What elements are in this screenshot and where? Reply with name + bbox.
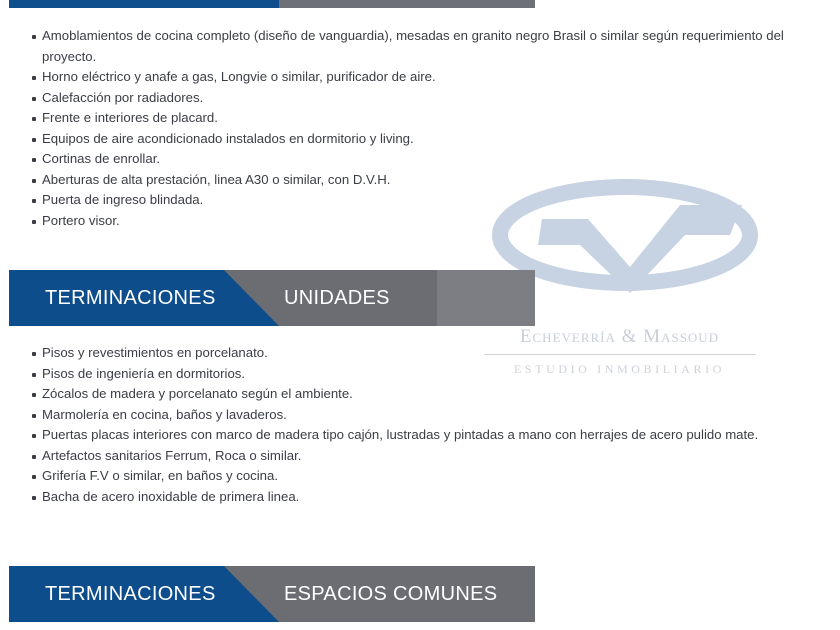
banner-right-end — [437, 270, 535, 326]
list-item: Portero visor. — [30, 211, 820, 232]
list-item: Grifería F.V o similar, en baños y cocina. — [30, 466, 790, 487]
list-item: Pisos de ingeniería en dormitorios. — [30, 364, 790, 385]
list-item: Amoblamientos de cocina completo (diseño de vanguardia), mesadas en granito negro Brasil o similar según requerimiento del proyecto. — [30, 26, 820, 67]
list-item: Cortinas de enrollar. — [30, 149, 820, 170]
list-item: Aberturas de alta prestación, linea A30 o similar, con D.V.H. — [30, 170, 820, 191]
logo-subtitle: ESTUDIO INMOBILIARIO — [514, 362, 725, 376]
list-item: Horno eléctrico y anafe a gas, Longvie o similar, purificador de aire. — [30, 67, 820, 88]
list-item: Marmolería en cocina, baños y lavaderos. — [30, 405, 790, 426]
section-banner-espacios-comunes — [9, 566, 535, 622]
banner-title: TERMINACIONES — [45, 287, 216, 309]
section-banner-unidades — [9, 270, 535, 326]
list-item: Puertas placas interiores con marco de madera tipo cajón, lustradas y pintadas a mano con herrajes de acero pulido mate. — [30, 425, 790, 446]
list-item: Pisos y revestimientos en porcelanato. — [30, 343, 790, 364]
list-item: Puerta de ingreso blindada. — [30, 190, 820, 211]
logo-company-name: Echeverría & Massoud — [519, 326, 720, 347]
top-header-bar-accent — [9, 0, 279, 8]
list-item: Calefacción por radiadores. — [30, 88, 820, 109]
list-item: Zócalos de madera y porcelanato según el ambiente. — [30, 384, 790, 405]
banner-title: TERMINACIONES — [45, 583, 216, 605]
finishes-list — [30, 343, 790, 507]
banner-subtitle: UNIDADES — [284, 287, 390, 309]
banner-subtitle: ESPACIOS COMUNES — [284, 583, 498, 605]
list-item: Artefactos sanitarios Ferrum, Roca o similar. — [30, 446, 790, 467]
top-header-bar — [9, 0, 535, 8]
list-item: Bacha de acero inoxidable de primera linea. — [30, 487, 790, 508]
list-item: Equipos de aire acondicionado instalados en dormitorio y living. — [30, 129, 820, 150]
list-item: Frente e interiores de placard. — [30, 108, 820, 129]
